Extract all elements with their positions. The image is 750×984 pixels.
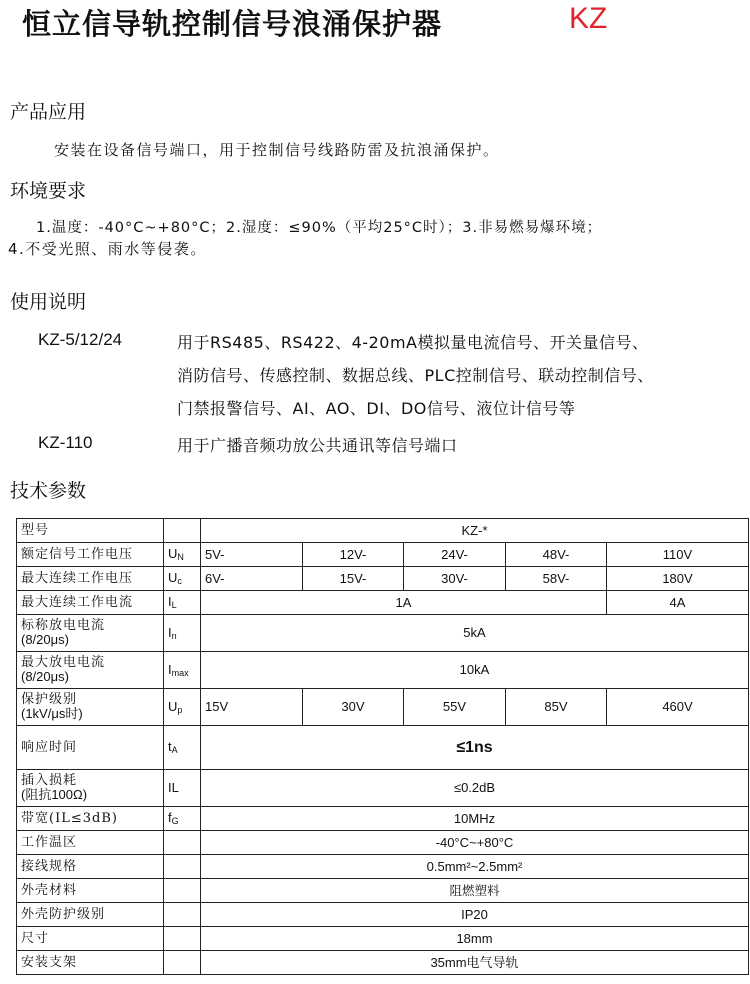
table-row <box>17 652 749 689</box>
row-value: 15V- <box>303 567 404 591</box>
row-value: 10kA <box>201 652 749 689</box>
environment-line-1: 1.温度：-40°C~+80°C；2.湿度：≤90%（平均25°C时）；3.非易燃易爆环境； <box>36 220 603 236</box>
row-symbol <box>164 903 201 927</box>
row-name: 接线规格 <box>17 855 164 879</box>
row-symbol: fG <box>164 807 201 831</box>
table-row <box>17 807 749 831</box>
row-value: 460V <box>607 689 749 726</box>
row-name: 插入损耗 (阻抗100Ω) <box>17 770 164 807</box>
row-symbol: UN <box>164 543 201 567</box>
row-value: 30V <box>303 689 404 726</box>
row-value: 18mm <box>201 927 749 951</box>
row-symbol <box>164 927 201 951</box>
section-heading-usage: 使用说明 <box>10 291 87 313</box>
row-symbol <box>164 951 201 975</box>
row-value: 55V <box>404 689 506 726</box>
table-row <box>17 770 749 807</box>
row-value: 10MHz <box>201 807 749 831</box>
row-symbol <box>164 855 201 879</box>
header-sym-cell <box>164 519 201 543</box>
row-value: 1A <box>201 591 607 615</box>
row-value: 阻燃塑料 <box>201 879 749 903</box>
usage-line: 门禁报警信号、AI、AO、DI、DO信号、液位计信号等 <box>177 399 576 418</box>
row-symbol: Uc <box>164 567 201 591</box>
row-name: 工作温区 <box>17 831 164 855</box>
row-value: 15V <box>201 689 303 726</box>
row-value: 5kA <box>201 615 749 652</box>
usage-label-kz-5-12-24: KZ-5/12/24 <box>38 330 123 349</box>
table-row <box>17 726 749 770</box>
table-row <box>17 879 749 903</box>
environment-line-2: 4.不受光照、雨水等侵袭。 <box>8 240 207 258</box>
row-value: 12V- <box>303 543 404 567</box>
row-symbol: Imax <box>164 652 201 689</box>
row-name: 带宽(IL≤3dB) <box>17 807 164 831</box>
application-text: 安装在设备信号端口，用于控制信号线路防雷及抗浪涌保护。 <box>54 141 500 159</box>
row-name: 额定信号工作电压 <box>17 543 164 567</box>
spec-table <box>16 518 749 975</box>
row-symbol <box>164 879 201 903</box>
row-value: 24V- <box>404 543 506 567</box>
row-value: 6V- <box>201 567 303 591</box>
row-name: 最大放电电流 (8/20μs) <box>17 652 164 689</box>
row-value: 85V <box>506 689 607 726</box>
header-value-cell: KZ-* <box>201 519 749 543</box>
table-row <box>17 591 749 615</box>
row-name: 最大连续工作电压 <box>17 567 164 591</box>
usage-line: 用于RS485、RS422、4-20mA模拟量电流信号、开关量信号、 <box>177 333 649 352</box>
table-row <box>17 689 749 726</box>
row-value: 0.5mm²~2.5mm² <box>201 855 749 879</box>
row-value: IP20 <box>201 903 749 927</box>
row-symbol: In <box>164 615 201 652</box>
table-row <box>17 543 749 567</box>
usage-line: 消防信号、传感控制、数据总线、PLC控制信号、联动控制信号、 <box>177 366 654 385</box>
section-heading-specs: 技术参数 <box>10 480 87 502</box>
row-value: -40°C~+80°C <box>201 831 749 855</box>
table-row <box>17 927 749 951</box>
row-name: 响应时间 <box>17 726 164 770</box>
row-symbol: IL <box>164 591 201 615</box>
table-row <box>17 567 749 591</box>
row-name: 最大连续工作电流 <box>17 591 164 615</box>
usage-line: 用于广播音频功放公共通讯等信号端口 <box>177 436 458 455</box>
row-symbol: tA <box>164 726 201 770</box>
row-value: ≤0.2dB <box>201 770 749 807</box>
row-value: 180V <box>607 567 749 591</box>
header-name-cell: 型号 <box>17 519 164 543</box>
table-row <box>17 855 749 879</box>
row-symbol: IL <box>164 770 201 807</box>
row-value: 5V- <box>201 543 303 567</box>
row-value: 110V <box>607 543 749 567</box>
section-heading-application: 产品应用 <box>10 101 87 123</box>
table-row <box>17 903 749 927</box>
row-symbol: Up <box>164 689 201 726</box>
row-name: 外壳防护级别 <box>17 903 164 927</box>
row-name: 保护级别 (1kV/μs时) <box>17 689 164 726</box>
row-symbol <box>164 831 201 855</box>
usage-label-kz-110: KZ-110 <box>38 433 93 452</box>
section-heading-environment: 环境要求 <box>10 180 87 202</box>
row-name: 标称放电电流 (8/20μs) <box>17 615 164 652</box>
model-code: KZ <box>569 2 608 35</box>
table-header-row <box>17 519 749 543</box>
row-value: ≤1ns <box>201 726 749 770</box>
table-row <box>17 615 749 652</box>
table-row <box>17 951 749 975</box>
row-name: 尺寸 <box>17 927 164 951</box>
row-value: 48V- <box>506 543 607 567</box>
row-value: 35mm电气导轨 <box>201 951 749 975</box>
row-value: 30V- <box>404 567 506 591</box>
page-title: 恒立信导轨控制信号浪涌保护器 <box>22 7 443 41</box>
row-name: 安装支架 <box>17 951 164 975</box>
row-name: 外壳材料 <box>17 879 164 903</box>
row-value: 58V- <box>506 567 607 591</box>
row-value: 4A <box>607 591 749 615</box>
table-row <box>17 831 749 855</box>
